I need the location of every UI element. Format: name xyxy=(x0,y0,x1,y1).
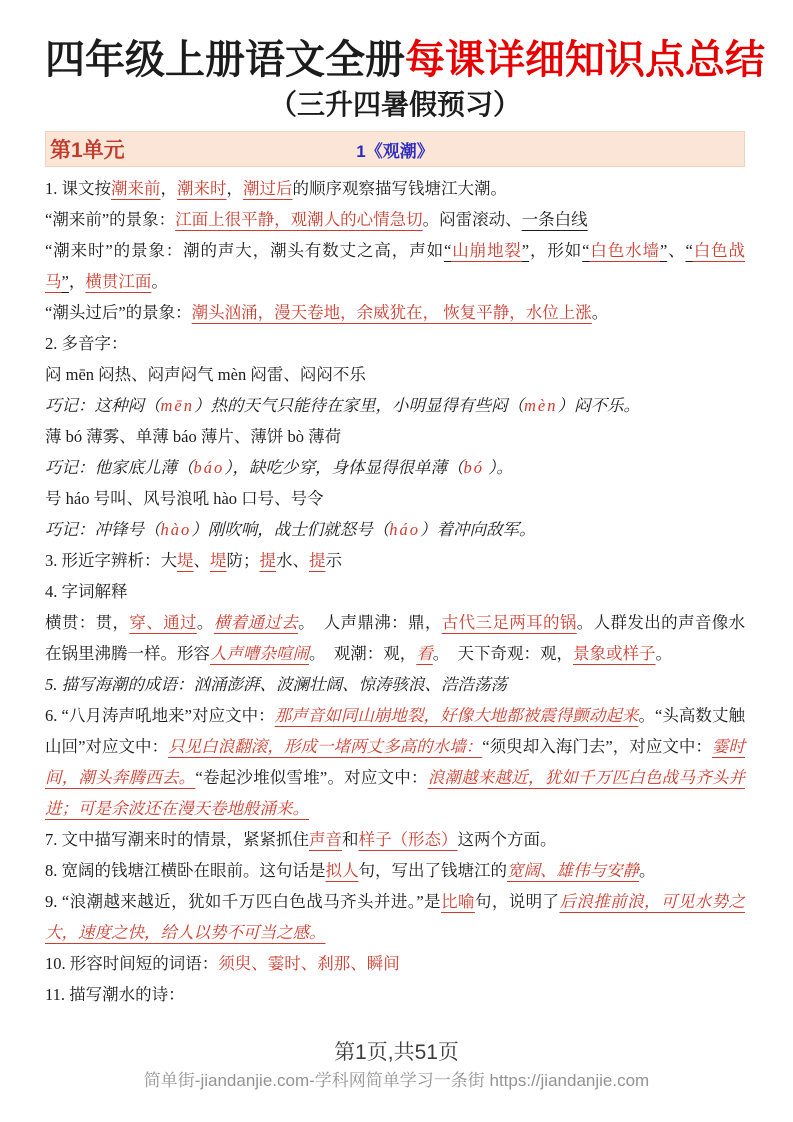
text-run: 。 xyxy=(196,613,214,632)
text-run: 拟人 xyxy=(325,861,359,880)
text-run: ）刚吹响，战士们就怒号（ xyxy=(191,520,390,539)
paragraph xyxy=(45,359,745,390)
text-run: 堤 xyxy=(177,551,194,570)
text-run: 提 xyxy=(309,551,326,570)
paragraph xyxy=(45,483,745,514)
text-run: 号 háo 号叫、风号浪吼 hào 口号、号令 xyxy=(45,489,324,508)
text-run: 示 xyxy=(325,551,342,570)
paragraph xyxy=(45,886,745,948)
text-run: 白色水墙 xyxy=(589,241,660,260)
text-run: “ xyxy=(443,241,452,260)
text-run: 那声音如同山崩地裂，好像大地都被震得颤动起来 xyxy=(274,706,639,725)
text-run: 。 xyxy=(655,644,672,663)
paragraph xyxy=(45,855,745,886)
text-run: 人声嘈杂喧闹 xyxy=(210,644,309,663)
text-run: 巧记：冲锋号（ xyxy=(45,520,161,539)
unit-label: 第1单元 xyxy=(50,139,125,162)
text-run: ）热的天气只能待在家里，小明显得有些闷（ xyxy=(194,396,524,415)
text-run: 。 观潮：观， xyxy=(309,644,417,663)
text-run: 4. 字词解释 xyxy=(45,582,128,601)
text-run: ）着冲向敌军。 xyxy=(420,520,536,539)
text-run: 霎时间，潮头奔腾西去。 xyxy=(45,737,746,787)
paragraph xyxy=(45,297,745,328)
paragraph xyxy=(45,700,745,824)
text-run: 2. 多音字： xyxy=(45,334,128,353)
paragraph xyxy=(45,204,745,235)
paragraph xyxy=(45,514,745,545)
page-title-red-part: 每课详细知识点总结 xyxy=(405,37,765,82)
text-run: 横着通过去 xyxy=(213,613,299,632)
paragraph xyxy=(45,421,745,452)
text-run: 巧记：他家底儿薄（ xyxy=(45,458,194,477)
text-run: “ xyxy=(582,241,590,260)
text-run: mēn xyxy=(160,396,194,415)
text-run: 白色战马 xyxy=(45,241,746,291)
text-run: ， xyxy=(68,272,86,291)
text-run: “潮头过后”的景象： xyxy=(45,303,192,322)
text-run: 。 xyxy=(639,861,656,880)
text-run: 比喻 xyxy=(441,892,475,911)
paragraph xyxy=(45,824,745,855)
text-run: 潮头汹涌，漫天卷地，余威犹在， 恢复平静，水位上涨 xyxy=(191,303,592,322)
paragraph xyxy=(45,328,745,359)
text-run: 和 xyxy=(342,830,359,849)
text-run: 闷 mēn 闷热、闷声闷气 mèn 闷雷、闷闷不乐 xyxy=(45,365,366,384)
text-run: mèn xyxy=(524,396,558,415)
text-run: hào xyxy=(160,520,192,539)
text-run: ），缺吃少穿，身体显得很单薄（ xyxy=(224,458,464,477)
text-run: 。“头高数丈触山回”对应文中： xyxy=(45,706,746,756)
text-run: ” xyxy=(659,241,668,260)
text-run: 7. 文中描写潮来时的情景，紧紧抓住 xyxy=(45,830,309,849)
text-run: 1. 课文按 xyxy=(45,179,111,198)
page-subtitle: （三升四暑假预习） xyxy=(268,90,521,121)
text-run: 9. “浪潮越来越近，犹如千万匹白色战马齐头并进。”是 xyxy=(45,892,442,911)
page-number-indicator: 第1页,共51页 xyxy=(334,1041,459,1064)
text-run: 潮过后 xyxy=(243,179,293,198)
paragraph xyxy=(45,979,745,1010)
paragraph xyxy=(45,173,745,204)
text-run: 。 人声鼎沸：鼎， xyxy=(298,613,442,632)
text-run: 只见白浪翻滚，形成一堵两丈多高的水墙： xyxy=(168,737,483,756)
text-run: ，形如 xyxy=(529,241,583,260)
unit-header-bar xyxy=(45,131,745,167)
text-run: 景象或样子 xyxy=(573,644,656,663)
text-run: 一条白线 xyxy=(521,210,588,229)
text-run: 巧记：这种闷（ xyxy=(45,396,161,415)
text-run: 水、 xyxy=(276,551,309,570)
paragraph xyxy=(45,669,745,700)
text-run: 这两个方面。 xyxy=(457,830,557,849)
text-run: 。闷雷滚动、 xyxy=(422,210,522,229)
paragraph xyxy=(45,452,745,483)
text-run: 句，说明了 xyxy=(474,892,560,911)
text-run: 潮来前 xyxy=(111,179,161,198)
site-watermark: 简单街-jiandanjie.com-学科网简单学习一条街 https://jiandanjie.com xyxy=(143,1071,650,1090)
text-run: 5. 描写海潮的成语：汹涌澎湃、波澜壮阔、惊涛骇浪、浩浩荡荡 xyxy=(45,675,507,694)
text-run: 。 天下奇观：观， xyxy=(432,644,573,663)
text-run: 须臾、霎时、刹那、瞬间 xyxy=(218,954,400,973)
text-run: 、 xyxy=(193,551,210,570)
text-run: 3. 形近字辨析：大 xyxy=(45,551,177,570)
text-run: báo xyxy=(193,458,225,477)
text-run: 提 xyxy=(259,551,276,570)
text-run: ， xyxy=(226,179,243,198)
text-run: 横贯：贯， xyxy=(45,613,130,632)
paragraph xyxy=(45,948,745,979)
text-run: 潮来时 xyxy=(177,179,227,198)
lesson-title: 1《观潮》 xyxy=(356,141,434,161)
text-run: 11. 描写潮水的诗： xyxy=(45,985,185,1004)
text-run: 山崩地裂 xyxy=(451,241,522,260)
text-run: 宽阔、雄伟与安静 xyxy=(507,861,639,880)
text-run: 句，写出了钱塘江的 xyxy=(358,861,507,880)
paragraph xyxy=(45,545,745,576)
text-run: 江面上很平静，观潮人的心情急切 xyxy=(175,210,423,229)
text-run: háo xyxy=(389,520,420,539)
paragraph xyxy=(45,390,745,421)
text-run: 薄 bó 薄雾、单薄 báo 薄片、薄饼 bò 薄荷 xyxy=(45,427,342,446)
text-run: “ xyxy=(685,241,693,260)
paragraph xyxy=(45,576,745,607)
text-run: “潮来前”的景象： xyxy=(45,210,176,229)
page-title xyxy=(45,34,765,86)
text-run: 8. 宽阔的钱塘江横卧在眼前。这句话是 xyxy=(45,861,326,880)
text-run: 防； xyxy=(226,551,260,570)
text-run: 样子（形态） xyxy=(358,830,458,849)
text-run: ” xyxy=(61,272,69,291)
text-run: ” xyxy=(521,241,530,260)
text-run: 10. 形容时间短的词语： xyxy=(45,954,219,973)
text-run: 后浪推前浪，可见水势之大，速度之快，给人以势不可当之感。 xyxy=(45,892,746,942)
text-run: bó xyxy=(463,458,484,477)
paragraph xyxy=(45,607,745,669)
text-run: 堤 xyxy=(210,551,227,570)
text-run: 古代三足两耳的锅 xyxy=(441,613,577,632)
text-run: 看 xyxy=(416,644,433,663)
text-run: “潮来时”的景象：潮的声大，潮头有数丈之高，声如 xyxy=(45,241,444,260)
text-run: 6. “八月涛声吼地来”对应文中： xyxy=(45,706,275,725)
page-footer xyxy=(0,1038,793,1094)
text-run: “卷起沙堆似雪堆”。对应文中： xyxy=(195,768,428,787)
paragraph xyxy=(45,235,745,297)
text-run: 。 xyxy=(151,272,168,291)
text-run: 。人群发出的声音像水在锅里沸腾一样。形容 xyxy=(45,613,746,663)
text-run: ， xyxy=(160,179,177,198)
text-run: 横贯江面 xyxy=(85,272,152,291)
text-run: 浪潮越来越近，犹如千万匹白色战马齐头并进；可是余波还在漫天卷地般涌来。 xyxy=(45,768,746,818)
text-run: 穿、通过 xyxy=(129,613,197,632)
page-title-black-part: 四年级上册语文全册 xyxy=(45,37,405,82)
text-run: 的顺序观察描写钱塘江大潮。 xyxy=(292,179,507,198)
text-run: ）。 xyxy=(484,458,513,477)
document-body xyxy=(45,173,745,1010)
text-run: “须臾却入海门去”，对应文中： xyxy=(482,737,712,756)
text-run: 、 xyxy=(667,241,686,260)
text-run: 声音 xyxy=(309,830,342,849)
text-run: ）闷不乐。 xyxy=(557,396,640,415)
text-run: 。 xyxy=(591,303,609,322)
